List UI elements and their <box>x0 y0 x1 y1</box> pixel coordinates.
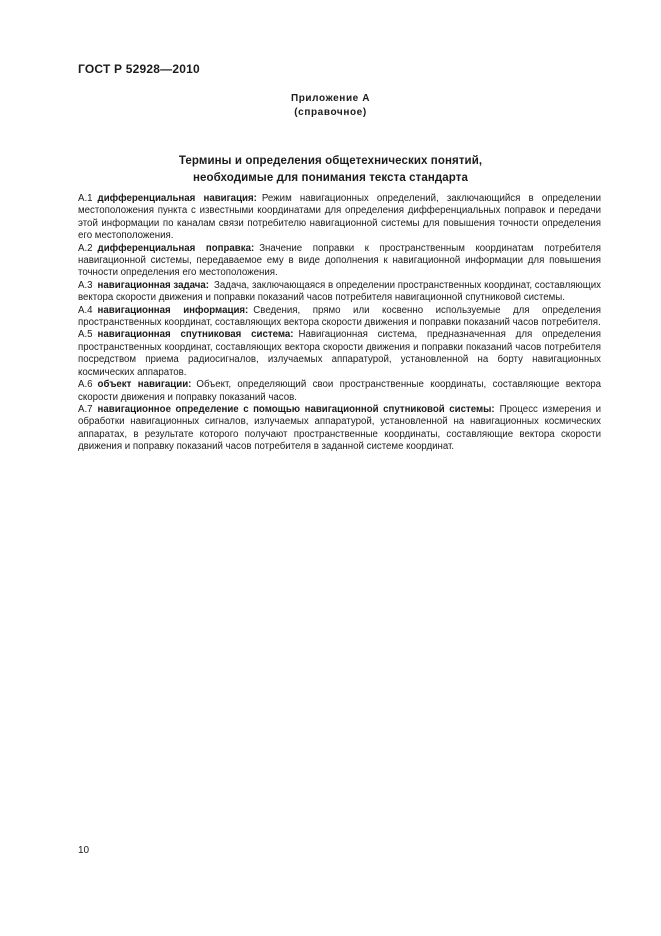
entry-a4 <box>78 305 601 330</box>
entry-definition: Режим навигационных определений, заключающийся в определении местоположения пункта с известными координатами для определения дифференциальных поправок и передачи этой информации по каналам связи потребителю навигационной системы для повышения точности определения его местоположения. <box>78 193 601 242</box>
entry-term: навигационная информация: <box>97 304 249 316</box>
entry-term: навигационная спутниковая система: <box>97 329 294 341</box>
entry-a7 <box>78 404 601 454</box>
entry-definition: Навигационная система, предназначенная для определения пространственных координат, составляющих вектора скорости движения и поправки показаний часов потребителя посредством приема радиосигналов, излучаемых аппаратурой, установленной на борту навигационных космических аппаратов. <box>78 329 601 378</box>
page-title <box>0 153 661 187</box>
entry-number: А.1 <box>78 193 93 204</box>
entry-definition: Сведения, прямо или косвенно используемые для определения пространственных координат, составляющих вектора скорости движения и поправки показаний часов потребителя. <box>78 304 601 329</box>
entry-term: навигационная задача: <box>97 279 210 291</box>
entry-number: А.3 <box>78 279 93 291</box>
entry-definition: Задача, заключающаяся в определении пространственных координат, составляющих вектора скорости движения и поправки показаний часов потребителя навигационной спутниковой системы. <box>78 279 601 304</box>
entry-definition: Значение поправки к пространственным координатам потребителя навигационной системы, передаваемое ему в виде дополнения к навигационной информации для повышения точности определения его местоположения. <box>78 242 601 279</box>
entry-a5 <box>78 329 601 379</box>
entry-a3 <box>78 280 601 305</box>
entry-number: А.4 <box>78 304 93 316</box>
entry-number: А.7 <box>78 403 93 415</box>
appendix-label: Приложение А <box>290 93 371 104</box>
entry-term: дифференциальная навигация: <box>97 193 257 204</box>
entry-number: А.5 <box>78 329 93 341</box>
entry-a2 <box>78 243 601 280</box>
entry-term: дифференциальная поправка: <box>97 242 255 254</box>
standard-number-header: ГОСТ Р 52928—2010 <box>78 62 200 76</box>
entry-number: А.6 <box>78 379 93 391</box>
entry-term: объект навигации: <box>97 379 192 391</box>
entry-a6 <box>78 379 601 404</box>
entry-a1 <box>78 193 601 243</box>
page-title-line2: необходимые для понимания текста стандарта <box>192 172 469 184</box>
terms-section <box>78 193 601 454</box>
appendix-heading <box>0 92 661 120</box>
page-title-line1: Термины и определения общетехнических понятий, <box>178 155 483 167</box>
entry-definition: Процесс измерения и обработки навигационных сигналов, излучаемых аппаратурой, установленной на навигационных космических аппаратах, в результате которого получают пространственные координаты, составляющие вектора скорости движения и поправку показаний часов потребителя в заданной системе координат. <box>78 403 601 453</box>
entry-definition: Объект, определяющий свои пространственные координаты, составляющие вектора скорости движения и поправку показаний часов. <box>78 379 601 403</box>
page-number: 10 <box>78 845 90 856</box>
entry-term: навигационное определение с помощью навигационной спутниковой системы: <box>97 403 495 415</box>
entry-number: А.2 <box>78 242 93 254</box>
appendix-note: (справочное) <box>294 107 367 118</box>
